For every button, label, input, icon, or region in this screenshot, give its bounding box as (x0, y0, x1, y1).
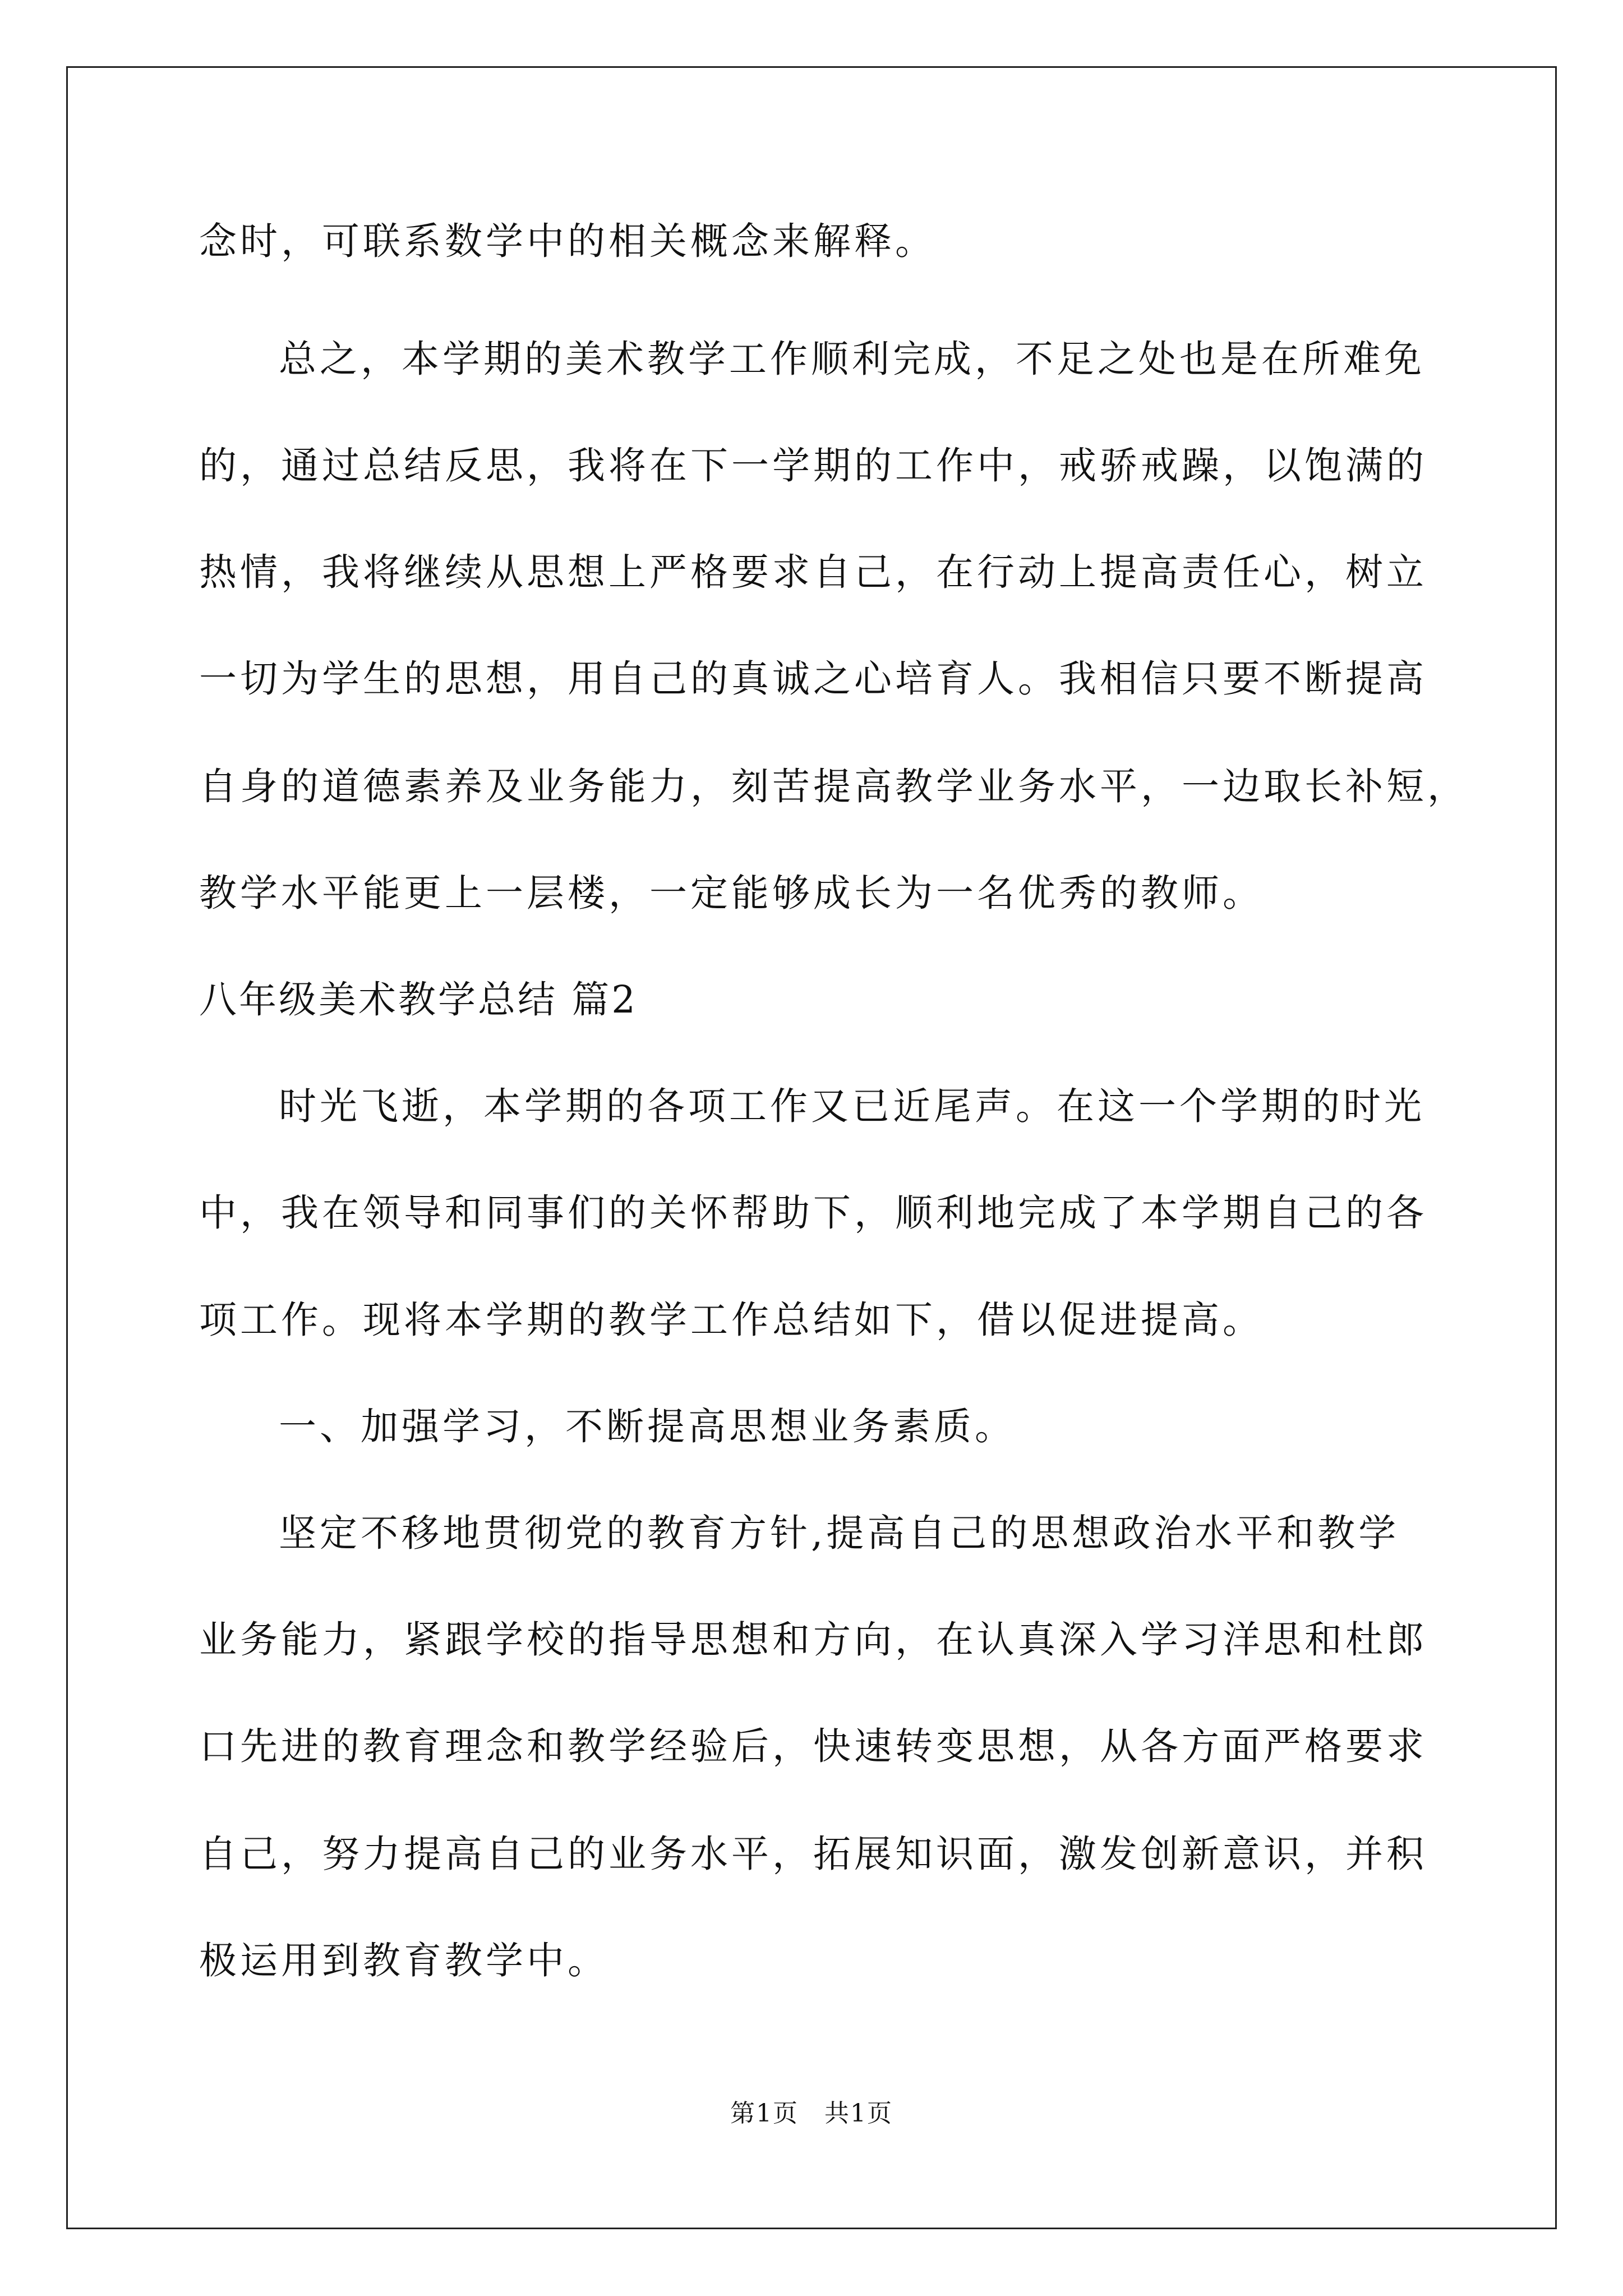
text-line: 一切为学生的思想，用自己的真诚之心培育人。我相信只要不断提高 (199, 657, 1427, 701)
text-line: 教学水平能更上一层楼，一定能够成长为一名优秀的教师。 (199, 871, 1264, 915)
text-line: 中，我在领导和同事们的关怀帮助下，顺利地完成了本学期自己的各 (199, 1191, 1427, 1235)
subsection-heading: 一、加强学习，不断提高思想业务素质。 (279, 1405, 1016, 1448)
text-line: 口先进的教育理念和教学经验后，快速转变思想，从各方面严格要求 (199, 1724, 1427, 1768)
page-border (66, 66, 1557, 2229)
paragraph-first-line: 坚定不移地贯彻党的教育方针,提高自己的思想政治水平和教学 (279, 1511, 1400, 1555)
text-line: 自己，努力提高自己的业务水平，拓展知识面，激发创新意识，并积 (199, 1832, 1427, 1876)
page-number-footer: 第1页 共1页 (730, 2099, 893, 2128)
text-line: 热情，我将继续从思想上严格要求自己，在行动上提高责任心，树立 (199, 550, 1427, 594)
text-line: 极运用到教育教学中。 (199, 1939, 608, 1982)
text-line: 的，通过总结反思，我将在下一学期的工作中，戒骄戒躁，以饱满的 (199, 444, 1427, 487)
text-line: 自身的道德素养及业务能力，刻苦提高教学业务水平，一边取长补短， (199, 765, 1468, 808)
text-line: 项工作。现将本学期的教学工作总结如下，借以促进提高。 (199, 1298, 1264, 1342)
paragraph-first-line: 总之，本学期的美术教学工作顺利完成，不足之处也是在所难免 (279, 337, 1425, 381)
section-heading: 八年级美术教学总结 篇2 (199, 978, 638, 1022)
paragraph-first-line: 时光飞逝，本学期的各项工作又已近尾声。在这一个学期的时光 (279, 1084, 1425, 1128)
text-line: 念时，可联系数学中的相关概念来解释。 (199, 219, 936, 263)
text-line: 业务能力，紧跟学校的指导思想和方向，在认真深入学习洋思和杜郎 (199, 1618, 1427, 1662)
